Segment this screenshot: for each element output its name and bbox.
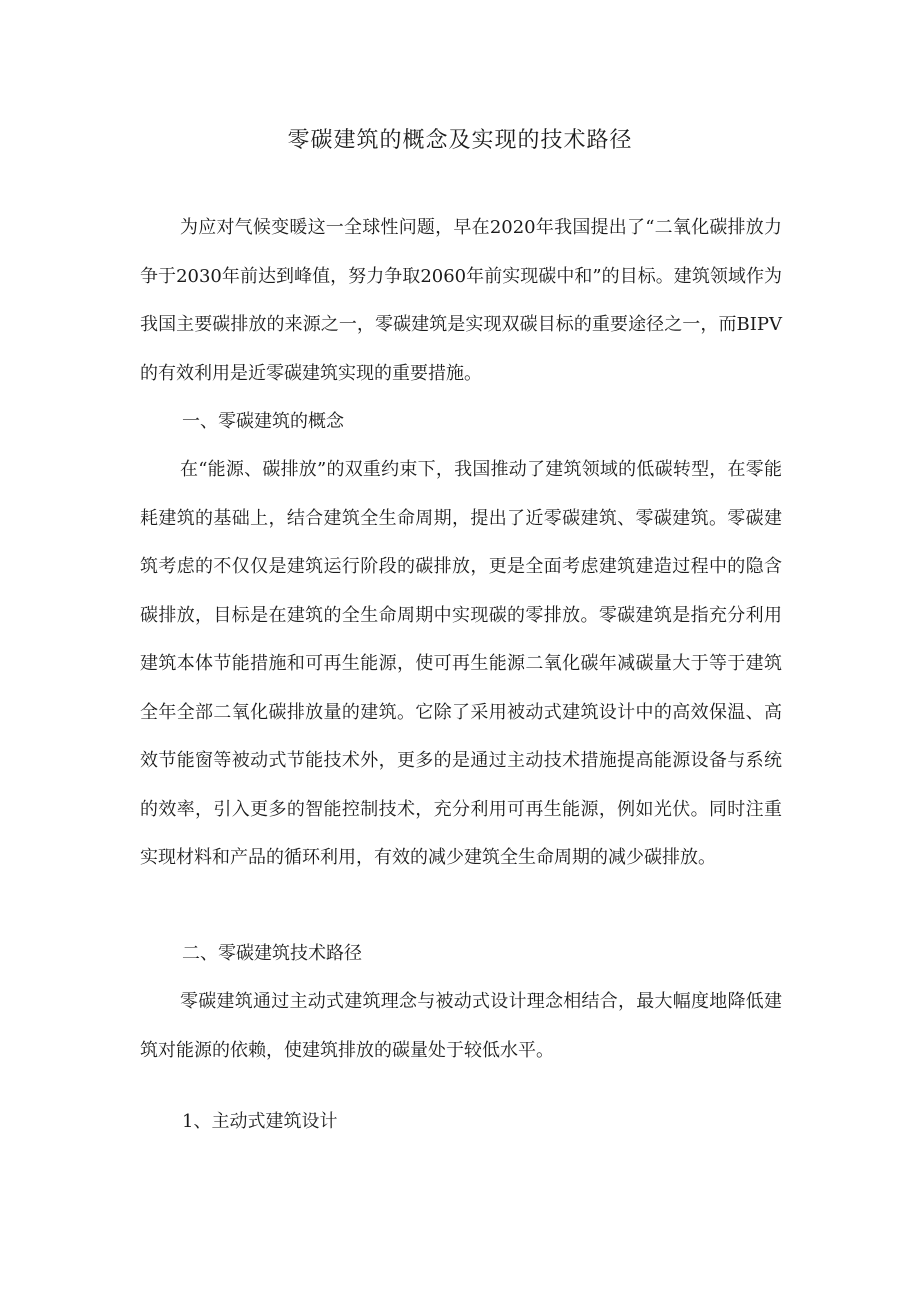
section-heading-path: 二、零碳建筑技术路径 — [182, 943, 362, 964]
document-title: 零碳建筑的概念及实现的技术路径 — [287, 128, 633, 153]
section-heading-concept: 一、零碳建筑的概念 — [182, 411, 344, 432]
paragraph-concept: 在“能源、碳排放”的双重约束下，我国推动了建筑领域的低碳转型，在零能耗建筑的基础上，结合建筑全生命周期，提出了近零碳建筑、零碳建筑。零碳建筑考虑的不仅仅是建筑运行阶段的碳排放，更是全面考虑建筑建造过程中的隐含碳排放，目标是在建筑的全生命周期中实现碳的零排放。零碳建筑是指充分利用建筑本体节能措施和可再生能源，使可再生能源二氧化碳年减碳量大于等于建筑全年全部二氧化碳排放量的建筑。它除了采用被动式建筑设计中的高效保温、高效节能窗等被动式节能技术外，更多的是通过主动技术措施提高能源设备与系统的效率，引入更多的智能控制技术，充分利用可再生能源，例如光伏。同时注重实现材料和产品的循环利用，有效的减少建筑全生命周期的减少碳排放。 — [140, 459, 782, 868]
paragraph-path: 零碳建筑通过主动式建筑理念与被动式设计理念相结合，最大幅度地降低建筑对能源的依赖，使建筑排放的碳量处于较低水平。 — [140, 991, 782, 1061]
subsection-heading-active-design: 1、主动式建筑设计 — [182, 1111, 338, 1132]
paragraph-intro: 为应对气候变暖这一全球性问题，早在2020年我国提出了“二氧化碳排放力争于2030年前达到峰值，努力争取2060年前实现碳中和”的目标。建筑领域作为我国主要碳排放的来源之一，零碳建筑是实现双碳目标的重要途径之一，而BIPV的有效利用是近零碳建筑实现的重要措施。 — [140, 217, 782, 384]
